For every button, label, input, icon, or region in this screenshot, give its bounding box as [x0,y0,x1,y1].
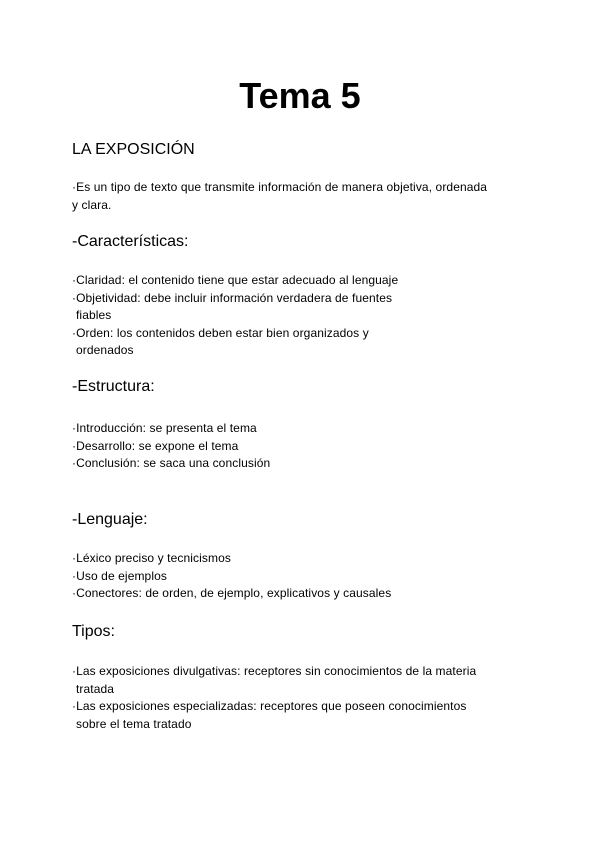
list-item-text: ·Desarrollo: se expone el tema [72,438,239,453]
list-item-text: ·Conclusión: se saca una conclusión [72,456,271,470]
list-item [72,698,532,733]
caracteristicas-list [72,272,532,360]
list-item-text: ·Objetividad: debe incluir información verdadera de fuentes [72,290,393,305]
caracteristicas-heading: -Características: [72,233,189,250]
list-item [72,455,532,473]
list-item-text: ·Uso de ejemplos [72,568,167,583]
list-item [72,663,532,698]
list-item [72,325,532,360]
list-item [72,438,532,456]
intro-paragraph [72,179,512,214]
list-item-continuation: sobre el tema tratado [76,716,192,731]
lenguaje-list [72,550,532,603]
list-item [72,272,532,290]
list-item-text: ·Las exposiciones divulgativas: receptores sin conocimientos de la materia [72,664,477,678]
list-item [72,420,532,438]
list-item-text: ·Las exposiciones especializadas: receptores que poseen conocimientos [72,699,467,713]
list-item-continuation: ordenados [76,343,134,357]
list-item-text: ·Orden: los contenidos deben estar bien organizados y [72,325,369,340]
document-title: Tema 5 [239,75,361,116]
list-item-text: ·Introducción: se presenta el tema [72,421,257,435]
intro-line-1: ·Es un tipo de texto que transmite información de manera objetiva, ordenada [72,180,488,194]
lenguaje-heading: -Lenguaje: [72,511,148,528]
list-item-text: ·Léxico preciso y tecnicismos [72,551,231,565]
intro-line-2: y clara. [72,197,112,212]
list-item-text: ·Claridad: el contenido tiene que estar adecuado al lenguaje [72,273,399,287]
list-item-continuation: fiables [76,308,112,322]
tipos-list [72,663,532,733]
list-item [72,290,532,325]
list-item-text: ·Conectores: de orden, de ejemplo, explicativos y causales [72,586,392,600]
list-item-continuation: tratada [76,681,115,696]
tipos-heading: Tipos: [72,623,115,640]
list-item [72,585,532,603]
estructura-heading: -Estructura: [72,378,155,395]
estructura-list [72,420,532,473]
list-item [72,568,532,586]
section-title: LA EXPOSICIÓN [72,141,195,158]
list-item [72,550,532,568]
